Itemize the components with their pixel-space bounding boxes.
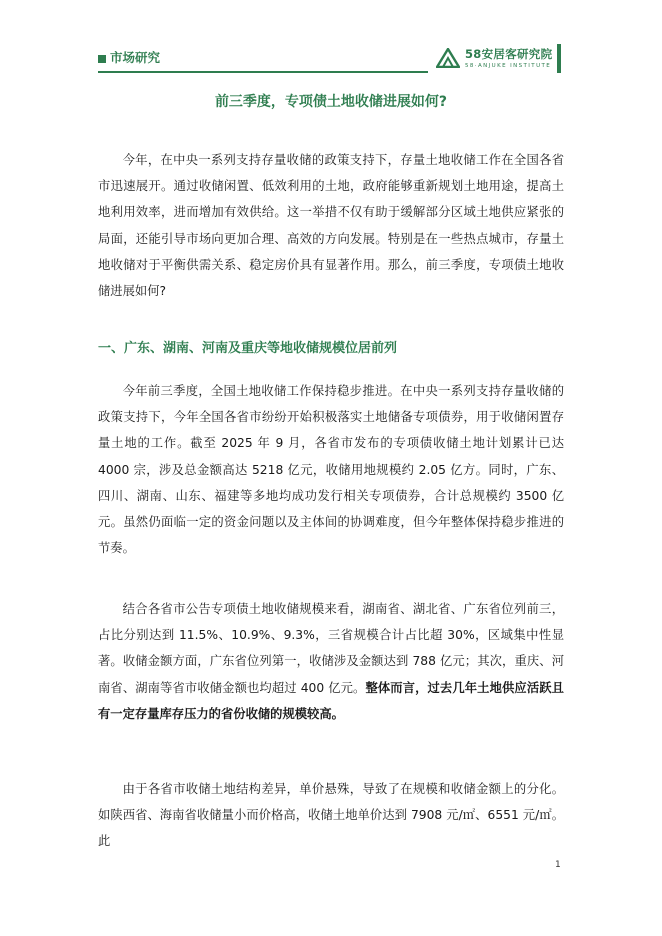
intro-paragraph: 今年，在中央一系列支持存量收储的政策支持下，存量土地收储工作在全国各省市迅速展开。通过收储闲置、低效利用的土地，政府能够重新规划土地用途，提高土地利用效率，进而增加有效供给。这一举措不仅有助于缓解部分区域土地供应紧张的局面，还能引导市场向更加合理、高效的方向发展。特别是在一些热点城市，存量土地收储对于平衡供需关系、稳定房价具有显著作用。那么，前三季度，专项债土地收储进展如何? — [98, 153, 564, 299]
paragraph-emphasis: 整体而言，过去几年土地供应活跃且有一定存量库存压力的省份收储的规模较高。 — [98, 680, 564, 721]
section-heading: 一、广东、湖南、河南及重庆等地收储规模位居前列 — [98, 341, 398, 356]
section-marker — [98, 55, 106, 63]
section-label: 市场研究 — [110, 50, 161, 65]
page-title: 前三季度，专项债土地收储进展如何? — [214, 94, 448, 110]
logo-subtitle: 58·ANJUKE INSTITUTE — [465, 63, 552, 69]
page-number: 1 — [555, 860, 561, 870]
paragraph-text: 结合各省市公告专项债土地收储规模来看，湖南省、湖北省、广东省位列前三，占比分别达到 11.5%、10.9%、9.3%，三省规模合计占比超 30%，区域集中性显著。收储金额方面，广东省位列第一，收储涉及金额达到 788 亿元；其次，重庆、河南省、湖南等省市收储金额也均超过 400 亿元。 — [98, 602, 564, 695]
header-accent-bar — [557, 44, 561, 73]
body-paragraph-2 — [98, 596, 564, 727]
body-paragraph-3: 由于各省市收储土地结构差异，单价悬殊，导致了在规模和收储金额上的分化。如陕西省、海南省收储量小而价格高，收储土地单价达到 7908 元/㎡、6551 元/㎡。此 — [98, 782, 564, 849]
house-logo-icon — [436, 48, 460, 68]
body-paragraph-1: 今年前三季度，全国土地收储工作保持稳步推进。在中央一系列支持存量收储的政策支持下，今年全国各省市纷纷开始积极落实土地储备专项债券，用于收储闲置存量土地的工作。截至 2025 年 9 月，各省市发布的专项债收储土地计划累计已达 4000 宗，涉及总金额高达 5218 亿元，收储用地规模约 2.05 亿方。同时，广东、四川、湖南、山东、福建等多地均成功发行相关专项债券，合计总规模约 3500 亿元。虽然仍面临一定的资金问题以及主体间的协调难度，但今年整体保持稳步推进的节奏。 — [98, 384, 564, 556]
logo-text: 58安居客研究院 — [465, 47, 553, 61]
header-rule — [98, 71, 428, 73]
